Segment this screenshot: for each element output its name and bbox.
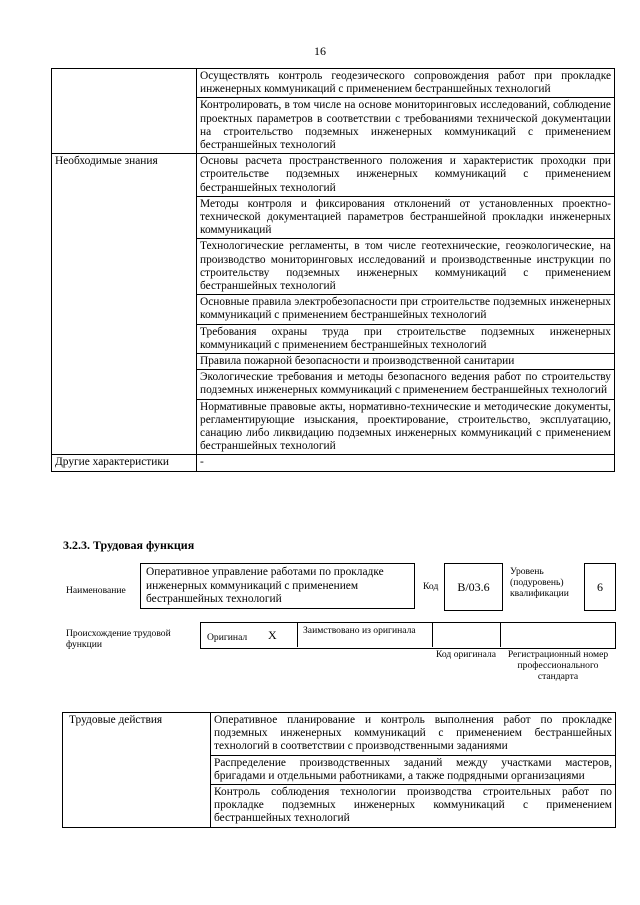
name-label: Наименование [66,585,126,596]
code-value: B/03.6 [444,563,503,611]
divider [500,622,501,647]
function-name: Оперативное управление работами по прокладке инженерных коммуникаций с применением бестраншейных технологий [140,563,415,609]
table-cell: Нормативные правовые акты, нормативно-технические и методические документы, регламентирующие изыскания, проектирование, строительство, эксплуатацию, санацию либо ликвидацию подземных инженерных коммуникаций с применением бестраншейных технологий [197,399,615,455]
level-label: Уровень (подуровень) квалификации [510,566,569,599]
row-label-actions: Трудовые действия [63,713,211,828]
table-cell: - [197,455,615,471]
divider [297,622,298,647]
table-cell: Технологические регламенты, в том числе геотехнические, геоэкологические, на производство мониторинговых исследований и производственные инструкции по строительству подземных инженерных коммуникаций с применением бестраншейных технологий [197,239,615,295]
table-cell: Контролировать, в том числе на основе мониторинговых исследований, соблюдение проектных параметров в соответствии с требованиями технической документации на строительство подземных инженерных коммуникаций с применением бестраншейных технологий [197,98,615,154]
table-cell: Основы расчета пространственного положения и характеристик проходки при строительстве подземных инженерных коммуникаций с применением бестраншейных технологий [197,154,615,197]
table-cell: Распределение производственных заданий между участками мастеров, бригадами и отдельными работниками, а также подрядными организациями [211,755,616,784]
table-cell: Осуществлять контроль геодезического сопровождения работ при прокладке инженерных коммуникаций с применением бестраншейных технологий [197,69,615,98]
table-cell: Основные правила электробезопасности при строительстве подземных инженерных коммуникаций с применением бестраншейных технологий [197,295,615,324]
skills-table [51,68,615,472]
code-original-caption: Код оригинала [435,649,497,660]
table-cell: Контроль соблюдения технологии производства строительных работ по прокладке подземных инженерных коммуникаций с применением бестраншейных технологий [211,785,616,828]
original-mark: Х [268,628,277,642]
table-cell: Требования охраны труда при строительстве подземных инженерных коммуникаций с применением бестраншейных технологий [197,324,615,353]
actions-table [62,712,616,828]
level-value: 6 [584,563,616,611]
code-label: Код [423,581,439,592]
divider [432,622,433,647]
row-label-knowledge: Необходимые знания [52,154,197,455]
original-label: Оригинал [207,632,248,643]
reg-number-caption: Регистрационный номер профессионального стандарта [507,649,609,682]
table-cell: Экологические требования и методы безопасного ведения работ по строительству подземных инженерных коммуникаций с применением бестраншейных технологий [197,370,615,399]
section-title: 3.2.3. Трудовая функция [63,538,195,552]
table-cell: Оперативное планирование и контроль выполнения работ по прокладке подземных инженерных коммуникаций с применением бестраншейных технологий в соответствии с производственными заданиями [211,713,616,756]
table-cell: Правила пожарной безопасности и производственной санитарии [197,354,615,370]
borrowed-label: Заимствовано из оригинала [303,625,416,636]
origin-label: Происхождение трудовой функции [66,628,171,650]
table-cell: Методы контроля и фиксирования отклонений от установленных проектно-технической документацией параметров бестраншейной прокладки инженерных коммуникаций [197,196,615,239]
page-number: 16 [314,44,326,58]
row-label [52,69,197,154]
row-label-other: Другие характеристики [52,455,197,471]
